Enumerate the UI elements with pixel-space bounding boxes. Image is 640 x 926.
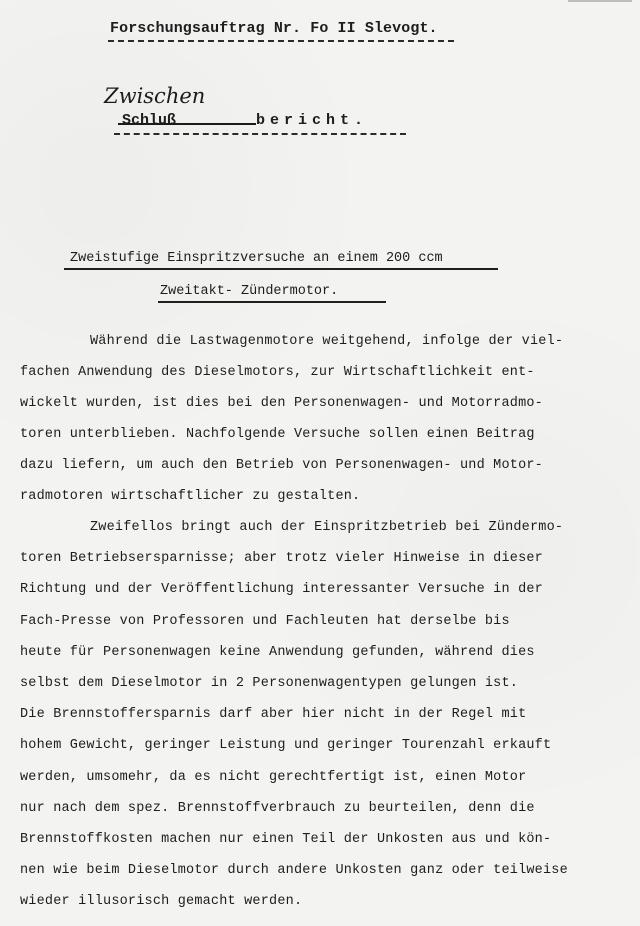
handwritten-correction: Zwischen xyxy=(104,84,206,108)
subject-line-two: Zweitakt- Zündermotor. xyxy=(160,284,339,299)
body-text-line: heute für Personenwagen keine Anwendung gefunden, während dies xyxy=(20,645,535,660)
report-label-rest: bericht. xyxy=(256,112,369,129)
body-text-line: toren unterblieben. Nachfolgende Versuche sollen einen Beitrag xyxy=(20,427,535,442)
report-underline xyxy=(114,133,406,135)
body-text-line: fachen Anwendung des Dieselmotors, zur Wirtschaftlichkeit ent- xyxy=(20,365,535,380)
research-order-title: Forschungsauftrag Nr. Fo II Slevogt. xyxy=(110,20,438,37)
report-strikethrough xyxy=(118,123,256,125)
body-text-line: radmotoren wirtschaftlicher zu gestalten. xyxy=(20,489,361,504)
subject-underline-one xyxy=(64,268,498,270)
body-text-line: Brennstoffkosten machen nur einen Teil der Unkosten aus und kön- xyxy=(20,832,552,847)
body-text-line: hohem Gewicht, geringer Leistung und geringer Tourenzahl erkauft xyxy=(20,738,552,753)
body-text-line: nen wie beim Dieselmotor durch andere Unkosten ganz oder teilweise xyxy=(20,863,568,878)
research-order-underline xyxy=(108,40,454,42)
body-text-line: dazu liefern, um auch den Betrieb von Personenwagen- und Motor- xyxy=(20,458,543,473)
body-text-line: nur nach dem spez. Brennstoffverbrauch zu beurteilen, denn die xyxy=(20,801,535,816)
body-text-line: Zweifellos bringt auch der Einspritzbetrieb bei Zündermo- xyxy=(90,520,564,535)
struck-report-label: Schluß xyxy=(122,112,177,129)
body-text-line: wieder illusorisch gemacht werden. xyxy=(20,894,303,909)
body-text-line: Die Brennstoffersparnis darf aber hier nicht in der Regel mit xyxy=(20,707,527,722)
body-text-line: Während die Lastwagenmotore weitgehend, infolge der viel- xyxy=(90,334,564,349)
body-text-line: toren Betriebsersparnisse; aber trotz vieler Hinweise in dieser xyxy=(20,551,543,566)
body-text-line: Fach-Presse von Professoren und Fachleuten hat derselbe bis xyxy=(20,614,510,629)
body-text-line: selbst dem Dieselmotor in 2 Personenwagentypen gelungen ist. xyxy=(20,676,519,691)
body-text-line: werden, umsomehr, da es nicht gerechtfertigt ist, einen Motor xyxy=(20,770,527,785)
subject-line-one: Zweistufige Einspritzversuche an einem 200 ccm xyxy=(70,251,443,266)
page-edge-mark xyxy=(568,0,632,2)
body-text-line: Richtung und der Veröffentlichung interessanter Versuche in der xyxy=(20,582,543,597)
body-text-line: wickelt wurden, ist dies bei den Personenwagen- und Motorradmo- xyxy=(20,396,543,411)
subject-underline-two xyxy=(158,301,386,303)
